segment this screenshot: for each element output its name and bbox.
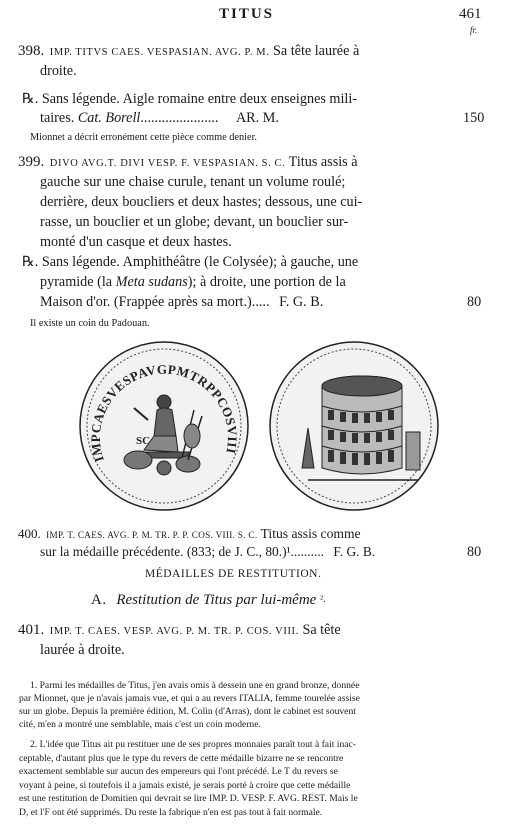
footnote-2-line-6: D, et l'F ont été supprimés. Du reste la fabrique n'en est pas tout à fait normale.: [19, 807, 323, 818]
entry-399-line-2: gauche sur une chaise curule, tenant un volume roulé;: [40, 174, 346, 190]
reverse-text: ); à droite, une portion de la: [187, 274, 346, 290]
entry-text: Titus assis à: [288, 154, 358, 170]
reverse-mark: ℞.: [22, 91, 39, 107]
reverse-text: pyramide (la: [40, 274, 113, 290]
footnote-2-line-3: exactement semblable sur aucun des empereurs qui l'ont précédé. Le T du revers se: [19, 766, 338, 777]
entry-398-note: Mionnet a décrit erronément cette pièce comme denier.: [30, 132, 257, 143]
footnote-2-line-1: 2. L'idée que Titus ait pu restituer une de ses propres monnaies paraît tout à fait inac-: [30, 739, 356, 750]
entry-399-reverse-1: [22, 252, 358, 272]
entry-399-line-3: derrière, deux boucliers et deux hastes; dessous, une cui-: [40, 194, 363, 210]
price: 80: [467, 544, 482, 560]
entry-399-reverse-3: [40, 292, 323, 312]
footnote-2-line-5: est une restitution de Domitien qui devrait se lire IMP. D. VESP. F. AVG. REST. Mais le: [19, 793, 358, 804]
obverse-legend: IMP. TITVS CAES. VESPASIAN. AVG. P. M.: [49, 47, 270, 58]
entry-398-reverse-2: [40, 108, 279, 128]
catalog-reference: Cat. Borell: [77, 110, 141, 126]
entry-text: Titus assis comme: [260, 526, 361, 541]
entry-401-line-1: [18, 620, 341, 642]
entry-399-line-5: monté d'un casque et deux hastes.: [40, 234, 232, 250]
reverse-text: Maison d'or. (Frappée après sa mort.).....: [40, 294, 270, 310]
entry-399-reverse-2: [40, 272, 346, 292]
entry-400-line-2: [40, 542, 375, 562]
reverse-text: taires.: [40, 110, 75, 126]
entry-text: Sa tête laurée à: [272, 43, 360, 59]
leader-dots: ......................: [140, 110, 219, 126]
entry-398-line-1: [18, 41, 359, 63]
entry-398-reverse-1: [22, 89, 357, 109]
obverse-coin-image: [78, 340, 250, 512]
entry-399-note: Il existe un coin du Padouan.: [30, 318, 150, 329]
obverse-legend: IMP. T. CAES. VESP. AVG. P. M. TR. P. COS. VIII.: [49, 626, 299, 637]
entry-401-line-2: laurée à droite.: [40, 642, 125, 658]
entry-number: 398.: [18, 43, 45, 59]
section-subtitle: [91, 590, 326, 610]
obverse-legend: DIVO AVG.T. DIVI VESP. F. VESPASIAN. S. C.: [49, 158, 286, 169]
entry-number: 399.: [18, 154, 45, 170]
footnote-1-line-1: 1. Parmi les médailles de Titus, j'en avais omis à dessein une en grand bronze, donnée: [30, 680, 360, 691]
currency-abbrev: fr.: [470, 25, 478, 35]
entry-399-line-4: rasse, un bouclier et un globe; devant, un bouclier sur-: [40, 214, 349, 230]
price: 80: [467, 294, 482, 310]
footnote-1-line-2: par Mionnet, que je n'avais jamais vue, et qui a au revers ITALIA, femme tourelée assise: [19, 693, 360, 704]
entry-399-line-1: [18, 152, 358, 174]
entry-398-line-2: droite.: [40, 63, 77, 79]
footnote-2-line-2: ceptable, d'autant plus que le type du revers de cette médaille bizarre ne se rencontre: [19, 753, 344, 764]
footnote-2-line-4: voyant à peine, si toutefois il a jamais existé, je serais porté à croire que cette médaille: [19, 780, 351, 791]
footnote-1-line-4: cité, m'en a montré une semblable, mais c'est un coin moderne.: [19, 719, 261, 730]
reverse-text: Sans légende. Amphithéâtre (le Colysée); à gauche, une: [41, 254, 359, 270]
obverse-legend: IMP. T. CAES. AVG. P. M. TR. P. P. COS. VIII. S. C.: [46, 530, 258, 540]
reverse-italic: Meta sudans: [115, 274, 188, 290]
entry-text: sur la médaille précédente. (833; de J. C., 80.)¹..........: [40, 544, 325, 559]
footnote-ref: ².: [320, 594, 326, 605]
reverse-text: Sans légende. Aigle romaine entre deux enseignes mili-: [41, 91, 358, 107]
price: 150: [463, 110, 485, 126]
metal-size: F. G. B.: [333, 544, 376, 559]
subsection-title: Restitution de Titus par lui-même: [116, 592, 317, 608]
metal-size: F. G. B.: [279, 294, 324, 310]
reverse-mark: ℞.: [22, 254, 39, 270]
reverse-coin-image: [268, 340, 440, 512]
sc-mark: SC: [136, 435, 151, 447]
entry-number: 400.: [18, 526, 41, 541]
obverse-legend-text: IMPCAESVESPAVGPMTRPPCOSVIII: [87, 361, 241, 464]
page-number: 461: [459, 6, 482, 22]
running-title: TITUS: [219, 6, 275, 22]
entry-number: 401.: [18, 622, 45, 638]
section-heading: MÉDAILLES DE RESTITUTION.: [145, 568, 322, 580]
metal-size: AR. M.: [235, 110, 279, 126]
footnote-1-line-3: sur un globe. Depuis la première édition, M. Colin (d'Arras), dont le cabinet est souvent: [19, 706, 356, 717]
subsection-letter: A.: [91, 592, 107, 608]
entry-text: Sa tête: [302, 622, 341, 638]
